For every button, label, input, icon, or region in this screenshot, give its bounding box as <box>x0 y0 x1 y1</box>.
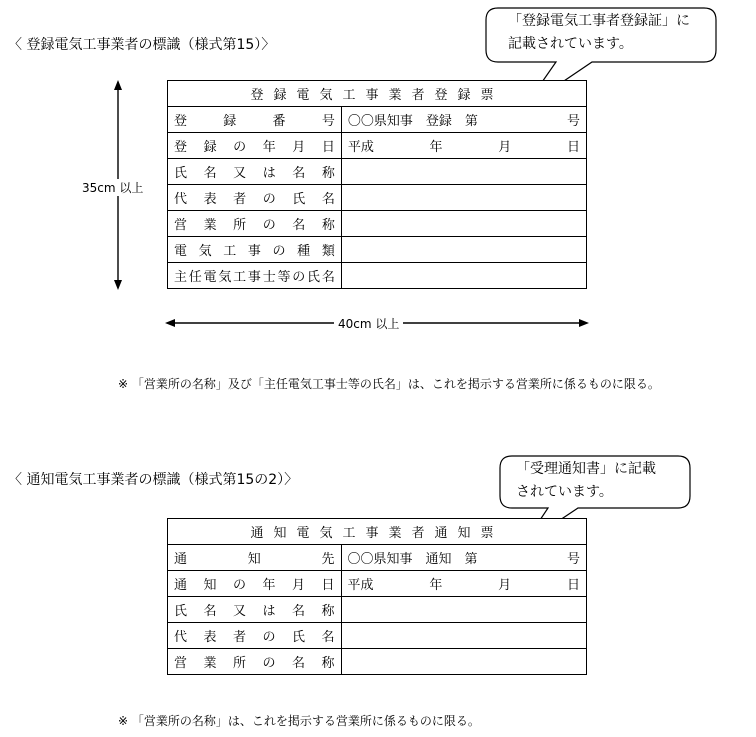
table-title: 登録電気工事業者登録票 <box>168 81 587 107</box>
height-label: 35cm 以上 <box>78 179 147 196</box>
value-part: 〇〇県知事 通知 第 <box>347 552 478 567</box>
table-row <box>168 571 587 597</box>
section2-title: 〈 通知電気工事業者の標識（様式第15の2）〉 <box>8 472 299 488</box>
notification-form-table <box>167 518 587 675</box>
section1-note: ※ 「営業所の名称」及び「主任電気工事士等の氏名」は、これを掲示する営業所に係るものに限る。 <box>118 377 660 391</box>
width-label: 40cm 以上 <box>334 315 403 332</box>
table-title: 通知電気工事業者通知票 <box>168 519 587 545</box>
table-row <box>168 107 587 133</box>
row-value <box>341 263 586 289</box>
table-row <box>168 263 587 289</box>
table-row <box>168 649 587 675</box>
table-row <box>168 133 587 159</box>
table-header-row <box>168 519 587 545</box>
row-label: 通知の年月日 <box>168 571 342 597</box>
value-part: 月 <box>498 578 512 593</box>
row-value <box>341 133 586 159</box>
table-row <box>168 545 587 571</box>
value-part: 号 <box>566 552 580 567</box>
row-value <box>341 159 586 185</box>
table-row <box>168 185 587 211</box>
row-label: 通知先 <box>168 545 342 571</box>
value-part: 平成 <box>347 140 374 155</box>
row-value <box>341 107 586 133</box>
table-row <box>168 237 587 263</box>
callout-1-line2: 記載されています。 <box>508 36 633 52</box>
row-label: 電気工事の種類 <box>168 237 342 263</box>
row-label: 登録の年月日 <box>168 133 342 159</box>
row-label: 氏名又は名称 <box>168 597 342 623</box>
value-part: 年 <box>429 578 443 593</box>
row-value <box>341 597 586 623</box>
row-label: 代表者の氏名 <box>168 623 342 649</box>
row-value <box>341 237 586 263</box>
value-part: 年 <box>429 140 443 155</box>
row-value <box>341 571 586 597</box>
table-row <box>168 211 587 237</box>
section1-title: 〈 登録電気工事業者の標識（様式第15）〉 <box>8 37 276 53</box>
registration-form-table <box>167 80 587 289</box>
row-label: 主任電気工事士等の氏名 <box>168 263 342 289</box>
row-label: 登録番号 <box>168 107 342 133</box>
row-label: 代表者の氏名 <box>168 185 342 211</box>
callout-2-line1: 「受理通知書」に記載 <box>516 461 656 477</box>
value-part: 日 <box>566 140 580 155</box>
callout-1-line1: 「登録電気工事者登録証」に <box>508 13 690 29</box>
table-row <box>168 597 587 623</box>
value-part: 月 <box>498 140 512 155</box>
value-part: 号 <box>566 114 580 129</box>
table-header-row <box>168 81 587 107</box>
table-row <box>168 623 587 649</box>
table-row <box>168 159 587 185</box>
row-value <box>341 545 586 571</box>
row-value <box>341 185 586 211</box>
row-value <box>341 649 586 675</box>
callout-2-line2: されています。 <box>516 484 613 500</box>
value-part: 〇〇県知事 登録 第 <box>347 114 478 129</box>
row-value <box>341 623 586 649</box>
row-value <box>341 211 586 237</box>
row-label: 営業所の名称 <box>168 649 342 675</box>
value-part: 日 <box>566 578 580 593</box>
row-label: 営業所の名称 <box>168 211 342 237</box>
row-label: 氏名又は名称 <box>168 159 342 185</box>
value-part: 平成 <box>347 578 374 593</box>
section2-note: ※ 「営業所の名称」は、これを掲示する営業所に係るものに限る。 <box>118 714 480 728</box>
